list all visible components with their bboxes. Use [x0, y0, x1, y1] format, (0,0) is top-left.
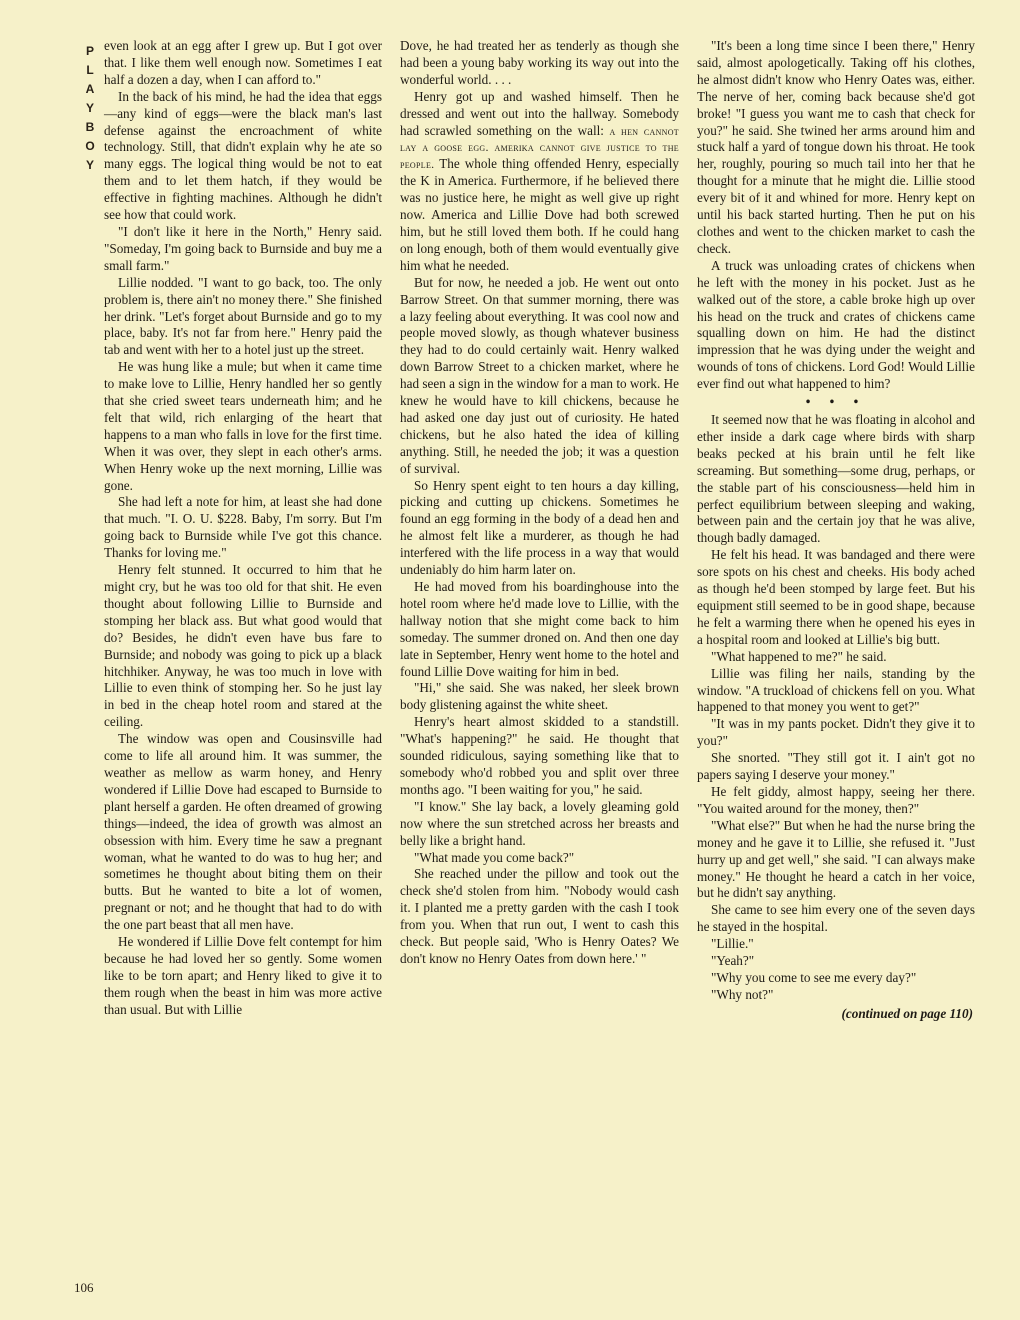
page-number: 106: [74, 1280, 94, 1295]
magazine-letter: Y: [85, 101, 94, 115]
paragraph: He felt giddy, almost happy, seeing her there. "You waited around for the money, then?": [697, 783, 975, 816]
paragraph: So Henry spent eight to ten hours a day killing, picking and cutting up chickens. Sometimes he found an egg forming in the body of a dead hen and he almost felt like a murderer, as though he had interfered with the life process in a way that would undeniably do him harm later on.: [400, 477, 679, 578]
paragraph: "I know." She lay back, a lovely gleaming gold now where the sun stretched across her breasts and belly like a bright hand.: [400, 798, 679, 848]
paragraph: Lillie nodded. "I want to go back, too. The only problem is, there ain't no money there." She finished her drink. "Let's forget about Burnside and go to my place, baby. It's not far from here." Henry paid the tab and went with her to a hotel just up the street.: [104, 274, 382, 358]
paragraph-text: Henry got up and washed himself. Then he dressed and went out into the hallway. Somebody had scrawled something on the wall:: [400, 88, 679, 138]
magazine-letter: L: [86, 63, 94, 77]
magazine-letter: P: [85, 44, 94, 58]
paragraph: She snorted. "They still got it. I ain't got no papers saying I deserve your money.": [697, 750, 975, 783]
paragraph: "What else?" But when he had the nurse bring the money and he gave it to Lillie, she refused it. "Just hurry up and get well," she said. "I can always make money." He thought he heard a catch in her voice, but he didn't say anything.: [697, 817, 975, 901]
wall-graffiti-text: a hen cannot lay a goose egg. amerika cannot give justice to the people.: [400, 123, 679, 172]
paragraph: "Hi," she said. She was naked, her sleek brown body glistening against the white sheet.: [400, 680, 679, 713]
paragraph: "It's been a long time since I been there," Henry said, almost apologetically. Taking off his clothes, he almost didn't know who Henry Oates was, either. The nerve of her, coming back because she'd got broke! "I guess you want me to cash that check for you?" he said. She twined her arms around him and stuck half a yard of tongue down his throat. He took her, roughly, pouring so much tail into her that he thought for a minute that he might die. Lillie stood every bit of it and whined for more. Henry kept on until his back started hurting. Then he put on his clothes and went to the chicken market to cash the check.: [697, 38, 975, 256]
paragraph: He had moved from his boardinghouse into the hotel room where he'd made love to Lillie, with the hallway notion that she might come back to him someday. The summer droned on. And then one day late in September, Henry went home to the hotel and found Lillie Dove waiting for him in bed.: [400, 579, 679, 679]
paragraph: "Lillie.": [711, 936, 754, 952]
paragraph-with-graffiti: [400, 89, 679, 275]
paragraph: She came to see him every one of the seven days he stayed in the hospital.: [697, 902, 975, 935]
paragraph: "Why not?": [711, 986, 774, 1002]
paragraph: "What happened to me?" he said.: [711, 648, 887, 664]
paragraph: He was hung like a mule; but when it came time to make love to Lillie, Henry handled her so gently that she cried sweet tears underneath him; and he felt that wild, rich enlarging of the heart that happens to a man who falls in love for the first time. When it was over, they slept in each other's arms. When Henry woke up the next morning, Lillie was gone.: [104, 359, 382, 493]
paragraph: He wondered if Lillie Dove felt contempt for him because he had loved her so gently. Some women like to be torn apart; and Henry liked to give it to them rough when the beast in him was more active than usual. But with Lillie: [104, 934, 382, 1017]
paragraph: He felt his head. It was bandaged and there were sore spots on his chest and cheeks. His body ached as though he'd been stomped by large feet. But his equipment still seemed to be in good shape, because he felt a warming there when he opened his eyes in a hospital room and looked at Lillie's big butt.: [697, 547, 975, 647]
magazine-name-vertical: [80, 42, 100, 175]
magazine-letter: B: [85, 120, 95, 134]
paragraph: "I don't like it here in the North," Henry said. "Someday, I'm going back to Burnside and buy me a small farm.": [104, 223, 382, 273]
paragraph: She had left a note for him, at least she had done that much. "I. O. U. $228. Baby, I'm sorry. But I'm going back to Burnside while I've got this chance. Thanks for loving me.": [104, 494, 382, 561]
magazine-letter: O: [85, 139, 95, 153]
paragraph: She reached under the pillow and took out the check she'd stolen from him. "Nobody would cash it. I planted me a pretty garden with the cash I took from you. When that run out, I went to cash this check. But people said, 'Who is Henry Oates? We don't know no Henry Oates from down here.' ": [400, 866, 679, 966]
text-column-3: [697, 38, 975, 1023]
text-column-1: [104, 38, 382, 1019]
paragraph: Dove, he had treated her as tenderly as though she had been a young baby working its way out into the wonderful world. . . .: [400, 38, 679, 87]
text-column-2: [400, 38, 679, 968]
section-break: • • •: [805, 394, 867, 410]
paragraph: Lillie was filing her nails, standing by the window. "A truckload of chickens fell on you. What happened to that money you went to get?": [697, 665, 975, 715]
paragraph: "It was in my pants pocket. Didn't they give it to you?": [697, 716, 975, 749]
paragraph: It seemed now that he was floating in alcohol and ether inside a dark cage where birds with sharp beaks pecked at his brain until he felt like screaming. But something—some drug, perhaps, or the stable part of his consciousness—held him in perfect equilibrium between sleeping and waking, between pain and the certain joy that he was alive, though badly damaged.: [697, 412, 975, 546]
paragraph: "Why you come to see me every day?": [711, 969, 917, 985]
magazine-letter: A: [85, 82, 95, 96]
paragraph: The window was open and Cousinsville had come to life all around him. It was summer, the weather as mellow as warm honey, and Henry wondered if Lillie Dove had escaped to Burnside to plant herself a garden. He often dreamed of growing things—indeed, the idea of growth was almost an obsession with him. Every time he saw a pregnant woman, what he wanted to do was to hug her; and sometimes he thought about biting them on their butts. But he wanted to bite a lot of women, pregnant or not; and he thought that had to do with the one part beast that all men have.: [104, 731, 382, 933]
magazine-letter: Y: [85, 158, 94, 172]
paragraph: Henry felt stunned. It occurred to him that he might cry, but he was too old for that shit. He even thought about following Lillie to Burnside and stomping her black ass. But what good would that do? Besides, he didn't even have bus fare to Burnside; and nobody was going to pick up a black hitchhiker. Anyway, he was too much in love with Lillie to even think of stomping her. So he just lay in bed in the cheap hotel room and stared at the ceiling.: [104, 562, 382, 730]
paragraph: Henry's heart almost skidded to a standstill. "What's happening?" he said. He thought that sounded ridiculous, saying something like that to somebody who'd robbed you and split over three months ago. "I been waiting for you," he said.: [400, 714, 679, 797]
paragraph: A truck was unloading crates of chickens when he left with the money in his pocket. Just as he walked out of the store, a cable broke high up over his head on the truck and crates of chickens came squalling down on him. He had the distinct impression that he was dying under the weight and wounds of tons of chickens. Lord God! Would Lillie ever find out what happened to him?: [697, 257, 975, 392]
paragraph: In the back of his mind, he had the idea that eggs—any kind of eggs—were the black man's last defense against the encroachment of white technology. Still, that didn't explain why he ate so many eggs. The logical thing would be not to eat them and to let them hatch, if they would be effective in fighting machines. Although he didn't see how that could work.: [104, 88, 382, 223]
paragraph-text: The whole thing offended Henry, especially the K in America. Furthermore, if he believed there was no justice here, he might as well give up right now. America and Lillie Dove had both screwed him, but he still loved them both. If he could hang on long enough, both of them would eventually give him what he needed.: [400, 156, 679, 273]
continued-link[interactable]: (continued on page 110): [841, 1005, 973, 1021]
paragraph: even look at an egg after I grew up. But I got over that. I like them well enough now. Sometimes I eat half a dozen a day, when I can afford to.": [104, 38, 382, 87]
paragraph: "Yeah?": [711, 953, 755, 969]
paragraph: But for now, he needed a job. He went out onto Barrow Street. On that summer morning, there was a lazy feeling about everything. It was cool now and people moved slowly, as though whatever business they had to do could certainly wait. Henry walked down Barrow Street to a chicken market, where he had seen a sign in the window for a man to work. He knew he would have to kill chickens, because he had asked one day just out of curiosity. He hated chickens, but he also hated the idea of killing anything. Still, he needed the job; it was a question of survival.: [400, 274, 679, 476]
paragraph: "What made you come back?": [414, 849, 575, 865]
